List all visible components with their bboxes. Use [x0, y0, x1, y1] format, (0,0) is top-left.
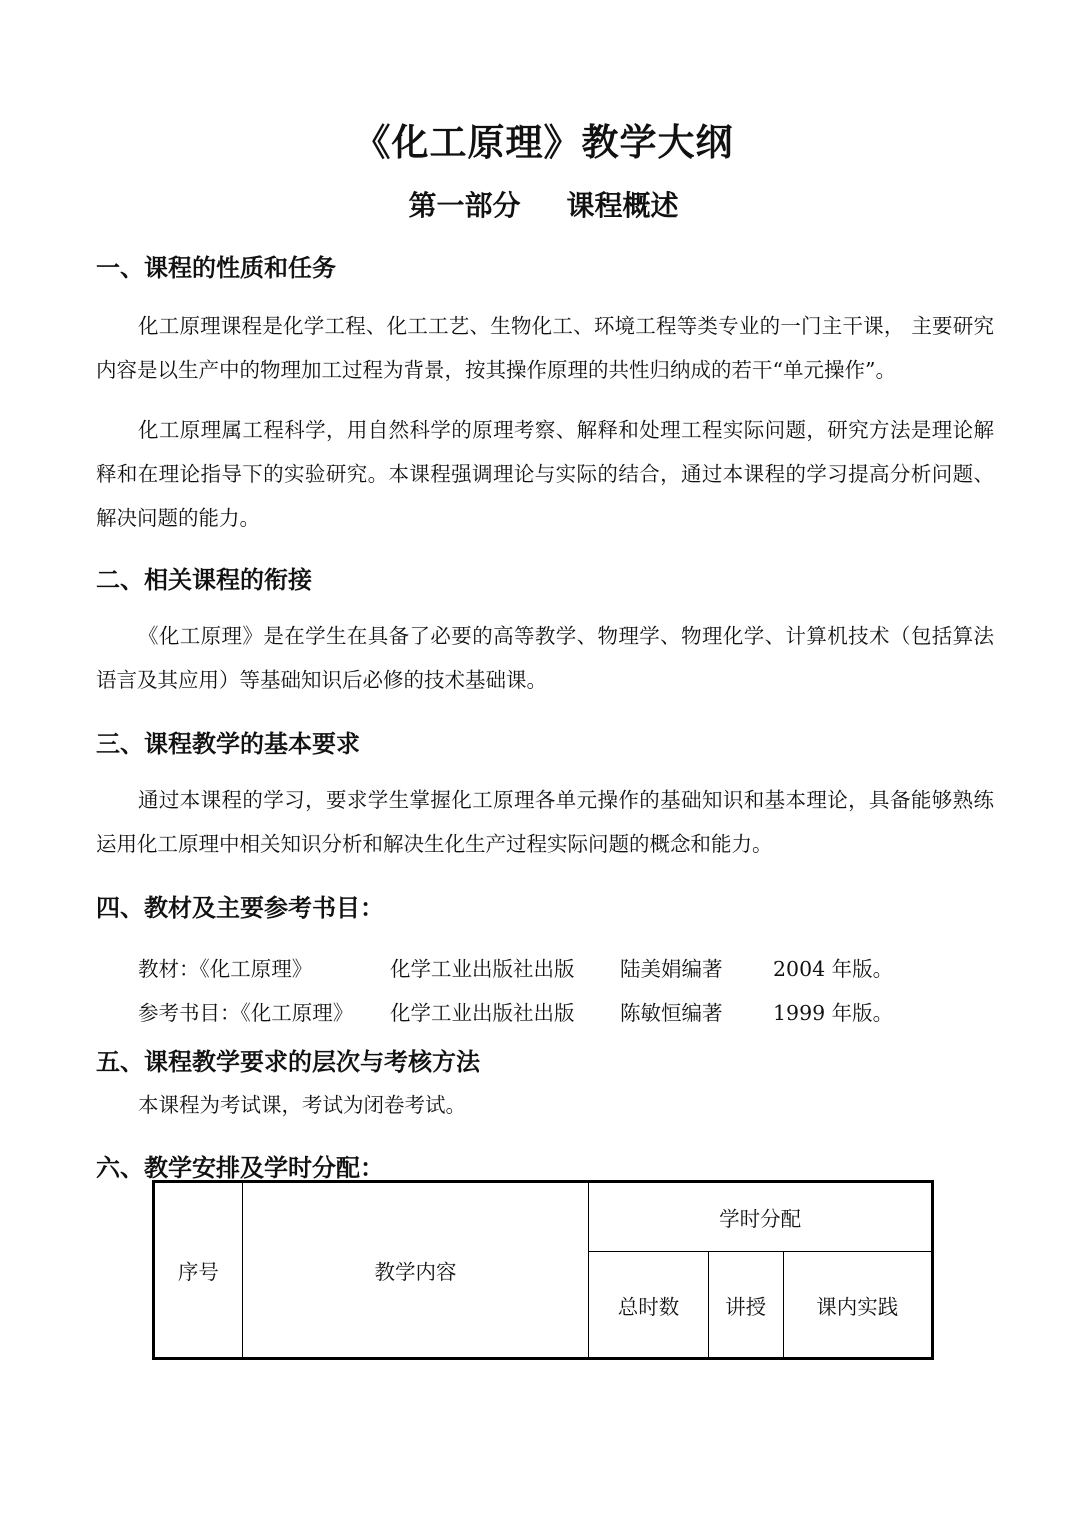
book-author: 陆美娟编著	[620, 957, 723, 981]
section-heading-4: 四、教材及主要参考书目：	[96, 894, 384, 922]
book-year: 2004 年版。	[773, 957, 894, 981]
book-label: 教材：《化工原理》	[138, 957, 313, 981]
subtitle-name: 课程概述	[566, 189, 679, 222]
header-cell-no: 序号	[154, 1182, 243, 1359]
section-heading-3: 三、课程教学的基本要求	[96, 730, 360, 758]
book-label: 参考书目：《化工原理》	[138, 1001, 354, 1025]
section-heading-5: 五、课程教学要求的层次与考核方法	[96, 1048, 480, 1076]
document-subtitle	[0, 184, 1087, 224]
book-publisher: 化学工业出版社出版	[390, 957, 575, 981]
subtitle-part: 第一部分	[408, 189, 521, 222]
book-author: 陈敏恒编著	[620, 1001, 723, 1025]
document-title: 《化工原理》教学大纲	[353, 121, 734, 164]
section-5-paragraph-1: 本课程为考试课，考试为闭卷考试。	[138, 1093, 466, 1117]
section-3-paragraph-1: 通过本课程的学习，要求学生掌握化工原理各单元操作的基础知识和基本理论，具备能够熟练运用化工原理中相关知识分析和解决生化生产过程实际问题的概念和能力。	[96, 788, 994, 856]
header-cell-lecture: 讲授	[708, 1252, 783, 1359]
header-cell-practice: 课内实践	[783, 1252, 932, 1359]
section-heading-2: 二、相关课程的衔接	[96, 566, 312, 594]
book-year: 1999 年版。	[773, 1001, 894, 1025]
book-publisher: 化学工业出版社出版	[390, 1001, 575, 1025]
schedule-table	[152, 1180, 934, 1360]
section-heading-6: 六、教学安排及学时分配：	[96, 1154, 384, 1182]
section-2-paragraph-1: 《化工原理》是在学生在具备了必要的高等教学、物理学、物理化学、计算机技术（包括算法语言及其应用）等基础知识后必修的技术基础课。	[96, 624, 994, 692]
section-heading-1: 一、课程的性质和任务	[96, 254, 336, 282]
header-cell-total: 总时数	[589, 1252, 709, 1359]
header-cell-hours: 学时分配	[589, 1182, 933, 1252]
header-cell-content: 教学内容	[242, 1182, 589, 1359]
section-1-paragraph-1: 化工原理课程是化学工程、化工工艺、生物化工、环境工程等类专业的一门主干课， 主要研究内容是以生产中的物理加工过程为背景，按其操作原理的共性归纳成的若干“单元操作”。	[96, 314, 994, 382]
section-1-paragraph-2: 化工原理属工程科学，用自然科学的原理考察、解释和处理工程实际问题，研究方法是理论解释和在理论指导下的实验研究。本课程强调理论与实际的结合，通过本课程的学习提高分析问题、解决问题的能力。	[96, 418, 994, 530]
